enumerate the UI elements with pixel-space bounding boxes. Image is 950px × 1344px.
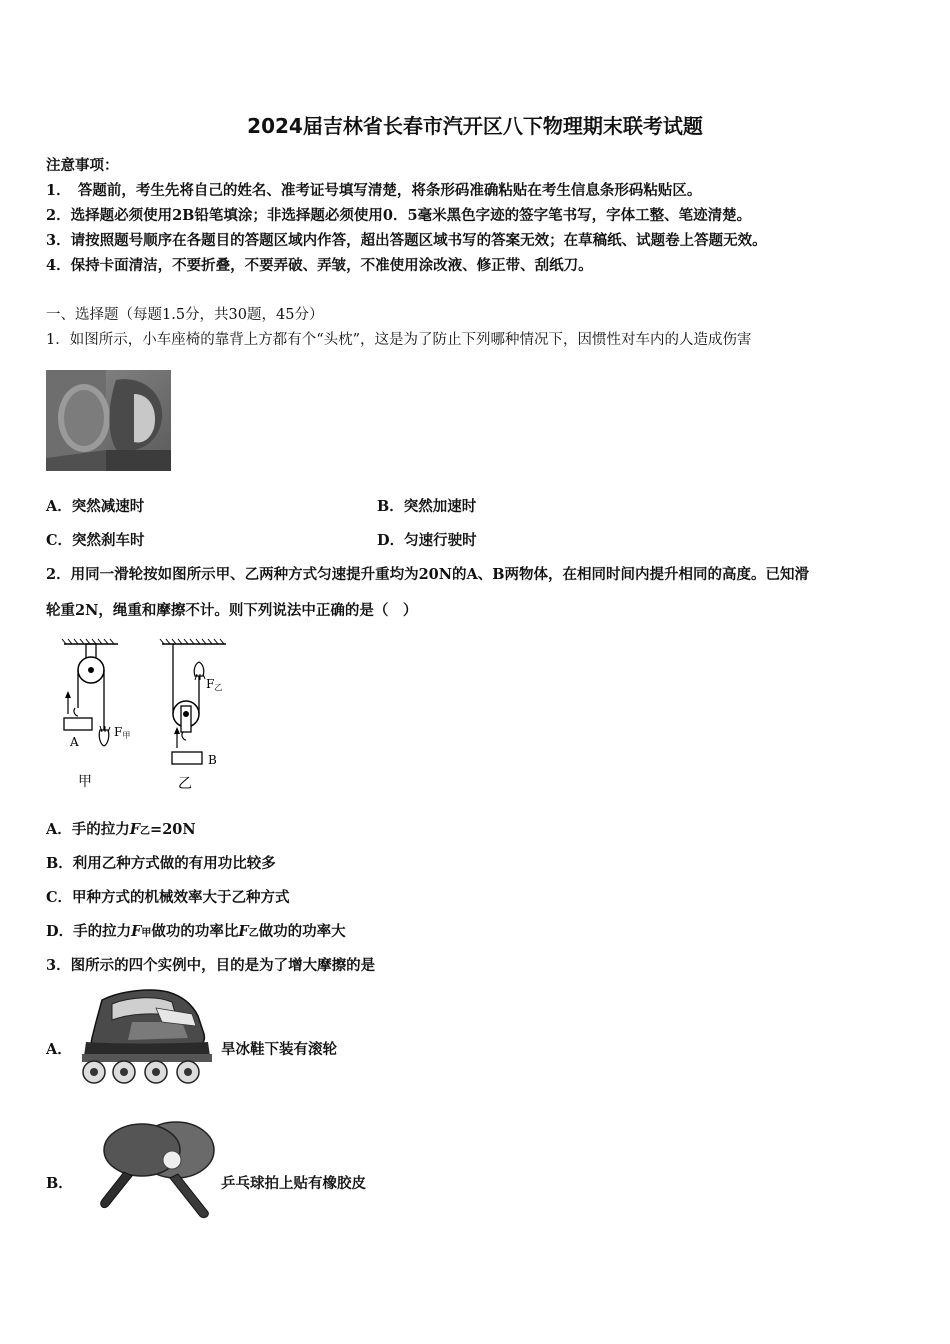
headrest-photo [46, 370, 171, 471]
notice-item: 3．请按照题号顺序在各题目的答题区域内作答，超出答题区域书写的答案无效；在草稿纸、试题卷上答题无效。 [46, 232, 767, 249]
q2-option-d-mid: 做功的功率比 [151, 923, 239, 940]
pulley-figure [56, 636, 246, 796]
q3-option-a-text: 旱冰鞋下装有滚轮 [221, 1041, 337, 1058]
q2-option-a-sub: 乙 [140, 826, 151, 837]
q2-option-c[interactable]: C．甲种方式的机械效率大于乙种方式 [46, 889, 290, 906]
q2-option-d-f2: F [238, 923, 249, 940]
q2-option-a-prefix: A．手的拉力 [46, 821, 130, 838]
force-yi-f: F [206, 677, 215, 691]
q1-option-a[interactable]: A．突然减速时 [46, 498, 145, 515]
q2-option-d-suffix: 做功的功率大 [258, 923, 346, 940]
q3-option-b-letter[interactable]: B． [46, 1175, 73, 1192]
caption-jia: 甲 [78, 774, 92, 790]
q1-option-c[interactable]: C．突然刹车时 [46, 532, 145, 549]
caption-yi: 乙 [178, 776, 192, 792]
force-yi-label [206, 677, 222, 692]
q1-stem: 1．如图所示，小车座椅的靠背上方都有个“头枕”，这是为了防止下列哪种情况下，因惯性对车内的人造成伤害 [46, 332, 752, 348]
section-heading: 一、选择题（每题1.5分，共30题，45分） [46, 307, 324, 323]
q2-stem-line2: 轮重2N，绳重和摩擦不计。则下列说法中正确的是（ ） [46, 602, 418, 619]
q2-stem-line1: 2．用同一滑轮按如图所示甲、乙两种方式匀速提升重均为20N的A、B两物体，在相同时间内提升相同的高度。已知滑 [46, 566, 810, 583]
q2-option-d[interactable] [46, 920, 346, 941]
ping-pong-paddles-image [96, 1120, 218, 1220]
notice-item: 4．保持卡面清洁，不要折叠，不要弄破、弄皱，不准使用涂改液、修正带、刮纸刀。 [46, 257, 593, 274]
force-jia-label [114, 725, 130, 740]
q2-option-b[interactable]: B．利用乙种方式做的有用功比较多 [46, 855, 276, 872]
q2-option-a-f: F [129, 821, 141, 838]
label-b: B [208, 753, 217, 767]
fixed-pulley-diagram [62, 639, 130, 790]
movable-pulley-diagram [160, 639, 226, 792]
notice-heading: 注意事项： [46, 157, 119, 174]
q2-option-a-suffix: =20N [150, 821, 196, 838]
label-a: A [70, 735, 79, 749]
q2-option-a[interactable] [46, 818, 196, 839]
notice-item: 2．选择题必须使用2B铅笔填涂；非选择题必须使用0．5毫米黑色字迹的签字笔书写，字体工整、笔迹清楚。 [46, 207, 752, 224]
force-jia-sub: 甲 [122, 731, 131, 740]
q1-option-b[interactable]: B．突然加速时 [377, 498, 477, 515]
q3-stem: 3．图所示的四个实例中，目的是为了增大摩擦的是 [46, 957, 376, 974]
q2-option-d-sub1: 甲 [141, 928, 152, 939]
force-jia-f: F [114, 725, 123, 739]
q2-option-d-sub2: 乙 [248, 928, 259, 939]
q2-option-d-prefix: D．手的拉力 [46, 923, 132, 940]
q1-option-d[interactable]: D．匀速行驶时 [377, 532, 477, 549]
notice-item: 1． 答题前，考生先将自己的姓名、准考证号填写清楚，将条形码准确粘贴在考生信息条形码粘贴区。 [46, 182, 702, 199]
page-title: 2024届吉林省长春市汽开区八下物理期末联考试题 [247, 114, 703, 138]
q3-option-a-letter[interactable]: A． [46, 1041, 72, 1058]
q3-option-b-text: 乒乓球拍上贴有橡胶皮 [221, 1175, 366, 1192]
q2-option-d-f1: F [131, 923, 142, 940]
rollerblade-image [72, 986, 214, 1086]
force-yi-sub: 乙 [214, 683, 223, 692]
